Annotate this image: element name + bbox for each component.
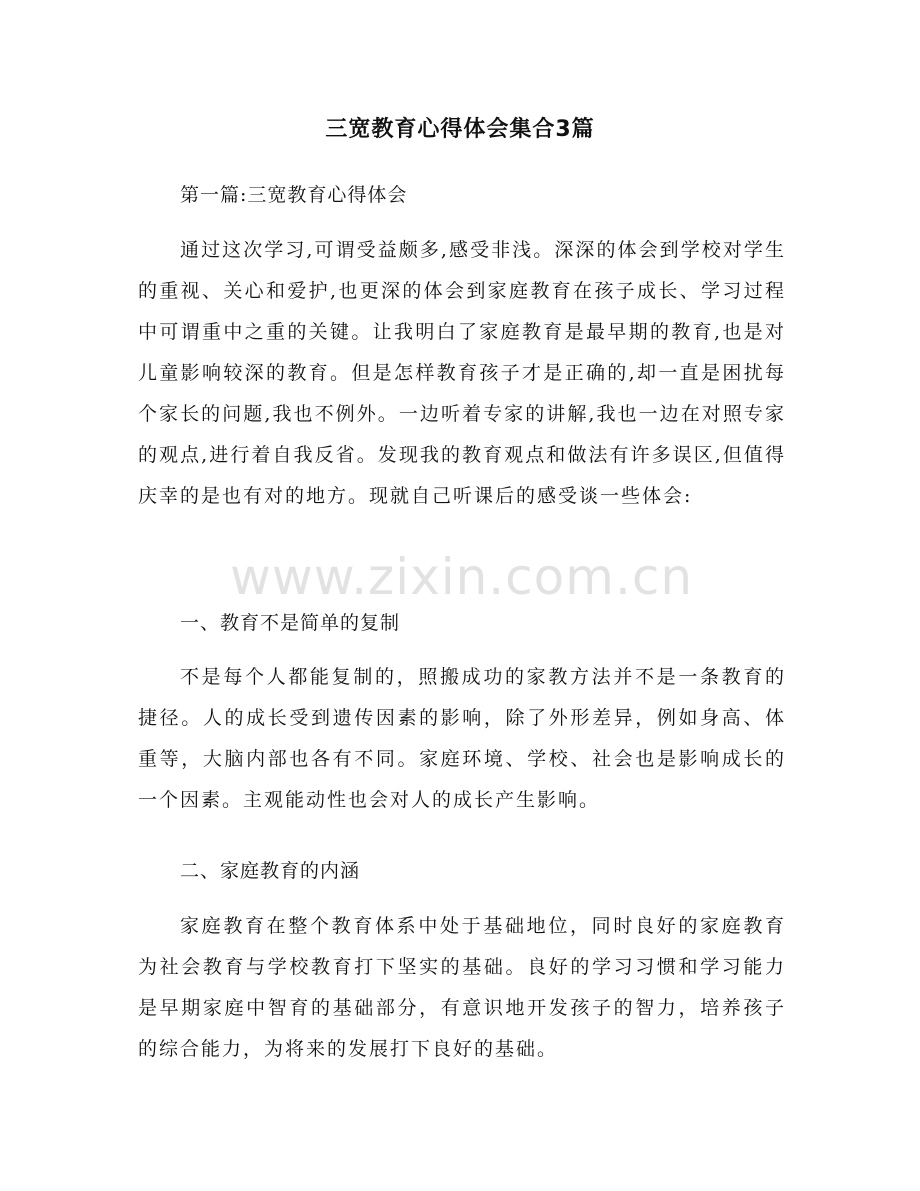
section2-paragraph: 家庭教育在整个教育体系中处于基础地位，同时良好的家庭教育为社会教育与学校教育打下坚实的基础。良好的学习习惯和学习能力是早期家庭中智育的基础部分，有意识地开发孩子的智力，培养孩子的综合能力，为将来的发展打下良好的基础。 [138,915,786,1060]
document-title: 三宽教育心得体会集合3篇 [325,117,595,142]
watermark: www.zixin.com.cn [230,548,694,606]
section1-heading: 一、教育不是简单的复制 [180,612,401,634]
intro-paragraph: 通过这次学习,可谓受益颇多,感受非浅。深深的体会到学校对学生的重视、关心和爱护,也更深的体会到家庭教育在孩子成长、学习过程中可谓重中之重的关键。让我明白了家庭教育是最早期的教育,也是对儿童影响较深的教育。但是怎样教育孩子才是正确的,却一直是困扰每个家长的问题,我也不例外。一边听着专家的讲解,我也一边在对照专家的观点,进行着自我反省。发现我的教育观点和做法有许多误区,但值得庆幸的是也有对的地方。现就自己听课后的感受谈一些体会: [138,239,786,507]
section2-heading: 二、家庭教育的内涵 [180,860,361,882]
section1-paragraph: 不是每个人都能复制的，照搬成功的家教方法并不是一条教育的捷径。人的成长受到遗传因素的影响，除了外形差异，例如身高、体重等，大脑内部也各有不同。家庭环境、学校、社会也是影响成长的一个因素。主观能动性也会对人的成长产生影响。 [138,666,786,811]
part1-heading: 第一篇:三宽教育心得体会 [180,184,408,206]
